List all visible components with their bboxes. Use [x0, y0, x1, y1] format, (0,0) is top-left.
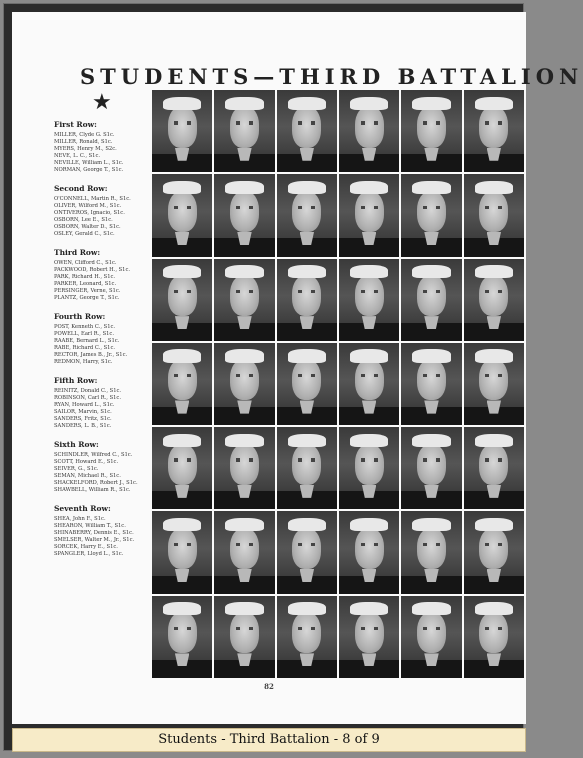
student-name: SCOTT, Howard E., S1c.	[54, 459, 119, 465]
student-name: PARK, Richard H., S1c.	[54, 274, 116, 280]
student-photo	[152, 427, 212, 509]
student-photo	[339, 90, 399, 172]
student-photo	[464, 427, 524, 509]
student-photo	[464, 511, 524, 593]
student-photo	[277, 259, 337, 341]
name-group	[54, 184, 144, 238]
student-name: POST, Kenneth C., S1c.	[54, 324, 116, 330]
student-name: SMELSER, Walter M., Jr., S1c.	[54, 537, 135, 543]
student-photo	[401, 427, 461, 509]
student-name: SHEA, John F., S1c.	[54, 516, 106, 522]
row-heading: Sixth Row:	[54, 440, 99, 449]
page-number: 82	[264, 682, 274, 691]
student-photo	[464, 174, 524, 256]
student-photo	[464, 596, 524, 678]
student-photo	[214, 511, 274, 593]
student-name: SHEARON, William T., S1c.	[54, 523, 126, 529]
student-name: MILLER, Clyde G. S1c.	[54, 132, 115, 138]
student-name: PERSINGER, Verne, S1c.	[54, 288, 121, 294]
row-heading: Fifth Row:	[54, 376, 98, 385]
student-photo	[214, 427, 274, 509]
name-group	[54, 504, 144, 558]
student-photo	[152, 343, 212, 425]
student-photo	[277, 511, 337, 593]
student-name: SPANGLER, Lloyd L., S1c.	[54, 551, 124, 557]
student-name: REDMON, Harry, S1c.	[54, 359, 113, 365]
student-photo	[214, 259, 274, 341]
student-name: SHACKELFORD, Robert J., S1c.	[54, 480, 138, 486]
student-name: POWELL, Earl R., S1c.	[54, 331, 114, 337]
student-photo	[464, 259, 524, 341]
student-photo	[214, 343, 274, 425]
student-photo	[152, 259, 212, 341]
student-photo	[401, 90, 461, 172]
student-name: RECTOR, James B., Jr., S1c.	[54, 352, 128, 358]
student-photo	[339, 174, 399, 256]
student-photo	[277, 596, 337, 678]
student-name: ONTIVEROS, Ignacio, S1c.	[54, 210, 125, 216]
name-list	[54, 120, 144, 568]
student-photo	[401, 259, 461, 341]
student-name: O'CONNELL, Martin R., S1c.	[54, 196, 131, 202]
student-photo	[152, 511, 212, 593]
yearbook-page	[12, 12, 583, 724]
student-name: OLIVER, Wilford M., S1c.	[54, 203, 122, 209]
student-name: RAABE, Bernard L., S1c.	[54, 338, 120, 344]
student-name: SEMAN, Michael R., S1c.	[54, 473, 121, 479]
student-photo	[339, 343, 399, 425]
student-photo	[152, 90, 212, 172]
student-name: MYERS, Henry M., S2c.	[54, 146, 117, 152]
student-name: OSLEY, Gerald C., S1c.	[54, 231, 115, 237]
student-name: SANDERS, L. B., S1c.	[54, 423, 112, 429]
student-photo	[401, 596, 461, 678]
student-name: OSBORN, Walter D., S1c.	[54, 224, 121, 230]
student-photo	[401, 511, 461, 593]
student-photo	[152, 596, 212, 678]
student-name: OWEN, Clifford C., S1c.	[54, 260, 117, 266]
student-name: SCHINDLER, Wilfred C., S1c.	[54, 452, 133, 458]
student-name: PARKER, Leonard, S1c.	[54, 281, 117, 287]
name-group	[54, 312, 144, 366]
student-name: SANDERS, Fritz, S1c.	[54, 416, 112, 422]
page-title: STUDENTS—THIRD BATTALION	[80, 64, 583, 89]
viewer-frame	[3, 3, 583, 751]
row-heading: Seventh Row:	[54, 504, 111, 513]
row-heading: Third Row:	[54, 248, 101, 257]
student-name: SHINABERRY, Dennis E., S1c.	[54, 530, 134, 536]
name-group	[54, 376, 144, 430]
student-photo	[339, 596, 399, 678]
student-name: NORMAN, George T., S1c.	[54, 167, 124, 173]
student-name: RYAN, Howard L., S1c.	[54, 402, 115, 408]
student-photo	[464, 90, 524, 172]
name-group	[54, 120, 144, 174]
student-photo	[277, 343, 337, 425]
row-heading: First Row:	[54, 120, 97, 129]
student-name: RABE, Richard C., S1c.	[54, 345, 116, 351]
student-photo	[214, 174, 274, 256]
student-photo	[214, 596, 274, 678]
student-photo	[401, 174, 461, 256]
row-heading: Fourth Row:	[54, 312, 106, 321]
student-photo	[339, 427, 399, 509]
student-name: ROBINSON, Carl R., S1c.	[54, 395, 121, 401]
student-photo	[152, 174, 212, 256]
star-icon: ★	[92, 90, 112, 115]
name-group	[54, 440, 144, 494]
student-name: NEVILLE, William L., S1c.	[54, 160, 124, 166]
student-photo	[339, 259, 399, 341]
student-photo	[277, 427, 337, 509]
student-name: SAILOR, Marvin, S1c.	[54, 409, 112, 415]
name-group	[54, 248, 144, 302]
student-name: PACKWOOD, Robert H., S1c.	[54, 267, 131, 273]
student-name: SORCEK, Harry E., S1c.	[54, 544, 118, 550]
student-name: PLANTZ, George T., S1c.	[54, 295, 120, 301]
student-photo	[401, 343, 461, 425]
student-name: OSBORN, Lee E., S1c.	[54, 217, 113, 223]
student-photo	[214, 90, 274, 172]
student-name: REINITZ, Donald C., S1c.	[54, 388, 122, 394]
photo-grid	[152, 90, 524, 678]
student-photo	[339, 511, 399, 593]
image-caption: Students - Third Battalion - 8 of 9	[12, 728, 526, 752]
student-photo	[277, 174, 337, 256]
student-photo	[464, 343, 524, 425]
student-name: SEIVER, G., S1c.	[54, 466, 99, 472]
student-photo	[277, 90, 337, 172]
student-name: SHAWBELL, William R., S1c.	[54, 487, 131, 493]
row-heading: Second Row:	[54, 184, 108, 193]
student-name: MILLER, Ronald, S1c.	[54, 139, 113, 145]
student-name: NEVE, L. C., S1c.	[54, 153, 101, 159]
